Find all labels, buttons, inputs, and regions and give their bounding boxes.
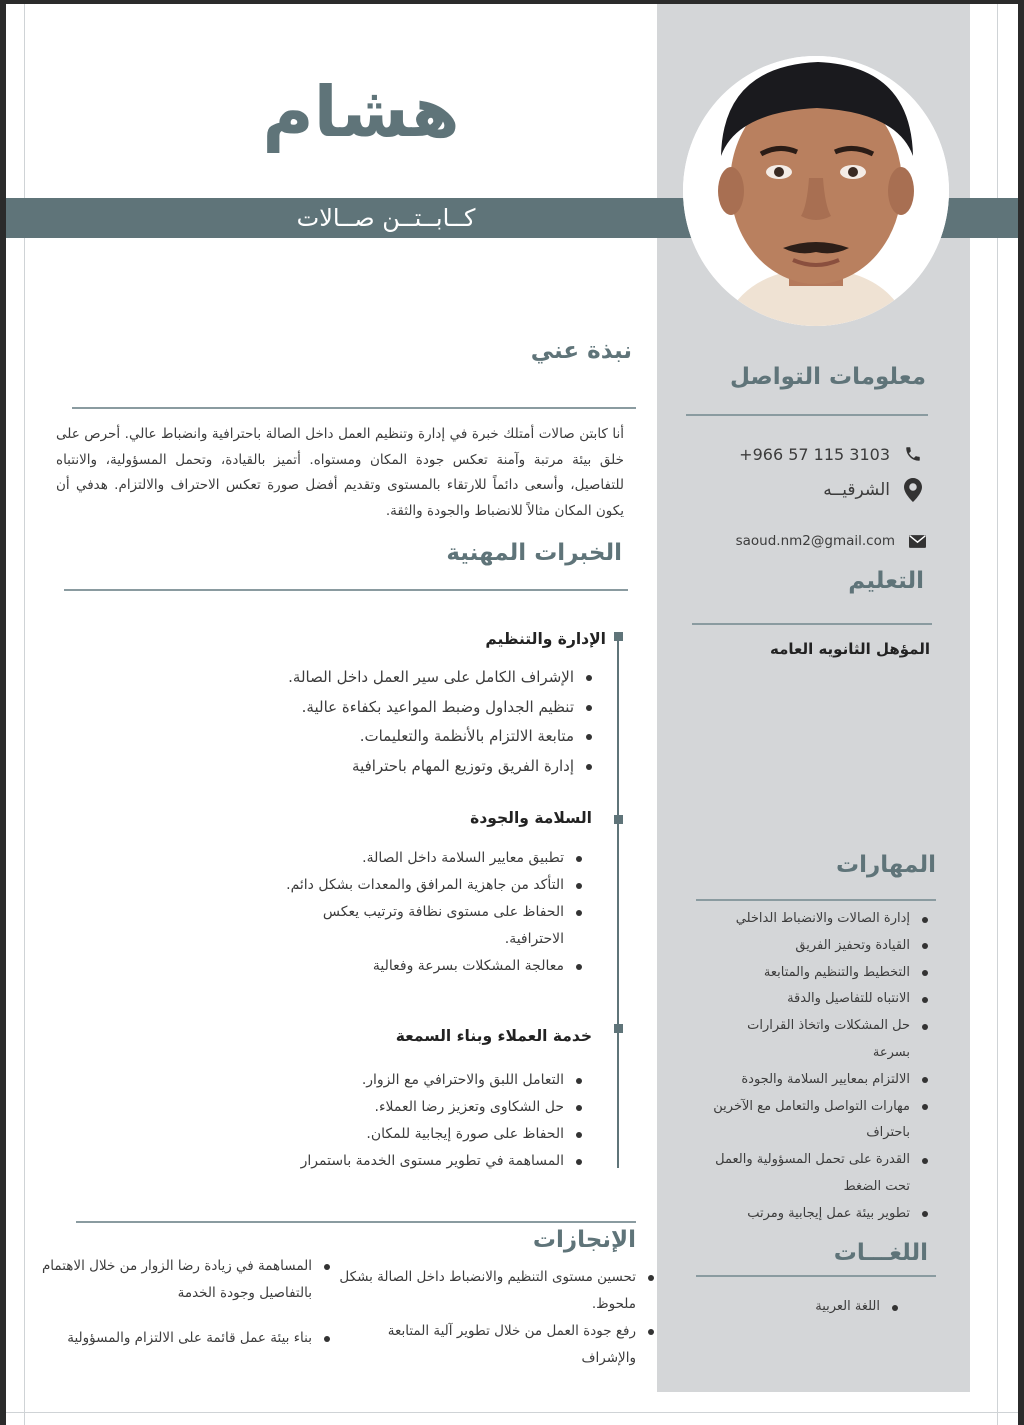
candidate-name: هشام	[262, 71, 460, 153]
job-title: كــابــتــن صــالات	[296, 204, 476, 232]
location-pin-icon	[904, 478, 922, 502]
list-item: القيادة وتحفيز الفريق	[706, 933, 932, 960]
list-item: حل المشكلات واتخاذ القرارات بسرعة	[706, 1013, 932, 1067]
list-item: التأكد من جاهزية المرافق والمعدات بشكل دائم.	[286, 872, 586, 899]
achievements-list-right	[336, 1264, 658, 1372]
list-item: معالجة المشكلات بسرعة وفعالية	[286, 953, 586, 980]
mail-icon	[909, 535, 926, 548]
achievements-heading: الإنجازات	[532, 1227, 636, 1253]
education-heading: التعليم	[848, 568, 924, 594]
contact-email-row	[706, 530, 926, 552]
list-item: إدارة الصالات والانضباط الداخلي	[706, 906, 932, 933]
skills-heading: المهارات	[836, 852, 936, 878]
list-item: تحسين مستوى التنظيم والانضباط داخل الصالة بشكل ملحوظ.	[336, 1264, 658, 1318]
contact-location-row	[706, 476, 922, 504]
margin-line-bottom	[6, 1412, 1018, 1413]
languages-heading: اللغـــات	[833, 1240, 928, 1266]
list-item: رفع جودة العمل من خلال تطوير آلية المتابعة والإشراف	[336, 1318, 658, 1372]
skills-list	[706, 906, 932, 1228]
list-item: الالتزام بمعايير السلامة والجودة	[706, 1067, 932, 1094]
experience-group-title: خدمة العملاء وبناء السمعة	[395, 1027, 592, 1045]
timeline-marker-1	[614, 632, 623, 641]
list-item: تطوير بيئة عمل إيجابية ومرتب	[706, 1201, 932, 1228]
contact-heading: معلومات التواصل	[730, 364, 926, 390]
achievements-rule	[76, 1221, 636, 1223]
languages-rule	[696, 1275, 936, 1277]
experience-group-list	[246, 1067, 586, 1175]
education-degree: المؤهل الثانويه العامه	[769, 640, 930, 658]
profile-photo	[683, 56, 949, 326]
resume-page	[6, 4, 1018, 1425]
list-item: مهارات التواصل والتعامل مع الآخرين باحتراف	[706, 1094, 932, 1148]
experience-group-title: الإدارة والتنظيم	[485, 630, 606, 648]
list-item: الانتباه للتفاصيل والدقة	[706, 986, 932, 1013]
languages-list	[706, 1294, 902, 1321]
list-item: الحفاظ على صورة إيجابية للمكان.	[246, 1121, 586, 1148]
email-address[interactable]: saoud.nm2@gmail.com	[735, 533, 895, 549]
list-item: الإشراف الكامل على سير العمل داخل الصالة.	[246, 663, 596, 693]
experience-group-list	[246, 663, 596, 781]
list-item: اللغة العربية	[706, 1294, 902, 1321]
experience-group-list	[286, 845, 586, 980]
list-item: التعامل اللبق والاحترافي مع الزوار.	[246, 1067, 586, 1094]
list-item: القدرة على تحمل المسؤولية والعمل تحت الضغط	[706, 1147, 932, 1201]
timeline-marker-2	[614, 815, 623, 824]
timeline-marker-3	[614, 1024, 623, 1033]
phone-number[interactable]: +966 57 115 3103	[739, 444, 890, 464]
list-item: بناء بيئة عمل قائمة على الالتزام والمسؤولية	[36, 1325, 334, 1352]
list-item: الحفاظ على مستوى نظافة وترتيب يعكس الاحترافية.	[286, 899, 586, 953]
list-item: المساهمة في زيادة رضا الزوار من خلال الاهتمام بالتفاصيل وجودة الخدمة	[36, 1253, 334, 1307]
list-item: التخطيط والتنظيم والمتابعة	[706, 960, 932, 987]
contact-phone-row	[706, 442, 922, 466]
experience-rule	[64, 589, 628, 591]
list-item: تنظيم الجداول وضبط المواعيد بكفاءة عالية.	[246, 693, 596, 723]
experience-group-title: السلامة والجودة	[470, 809, 592, 827]
list-item: المساهمة في تطوير مستوى الخدمة باستمرار	[246, 1148, 586, 1175]
phone-icon	[904, 445, 922, 463]
about-rule	[72, 407, 636, 409]
education-rule	[692, 623, 932, 625]
achievements-list-left	[36, 1253, 334, 1352]
experience-timeline	[617, 634, 619, 1168]
about-text: أنا كابتن صالات أمتلك خبرة في إدارة وتنظيم العمل داخل الصالة باحترافية وانضباط عالي. أحرص على خلق بيئة مرتبة وآمنة تعكس جودة المكان ومستواه. أتميز بالقيادة، وتحمل المسؤولية، والانتباه للتفاصيل، وأسعى دائماً للارتقاء بالمستوى وتقديم أفضل صورة تعكس الاحتراف والالتزام. هدفي أن يكون المكان مثالاً للانضباط والجودة والثقة.	[56, 426, 624, 519]
list-item: متابعة الالتزام بالأنظمة والتعليمات.	[246, 722, 596, 752]
list-item: تطبيق معايير السلامة داخل الصالة.	[286, 845, 586, 872]
about-heading: نبذة عني	[530, 338, 632, 364]
skills-rule	[696, 899, 936, 901]
experience-heading: الخبرات المهنية	[446, 540, 622, 566]
location-text: الشرقيــه	[823, 480, 890, 500]
contact-rule	[686, 414, 928, 416]
list-item: حل الشكاوى وتعزيز رضا العملاء.	[246, 1094, 586, 1121]
list-item: إدارة الفريق وتوزيع المهام باحترافية	[246, 752, 596, 782]
